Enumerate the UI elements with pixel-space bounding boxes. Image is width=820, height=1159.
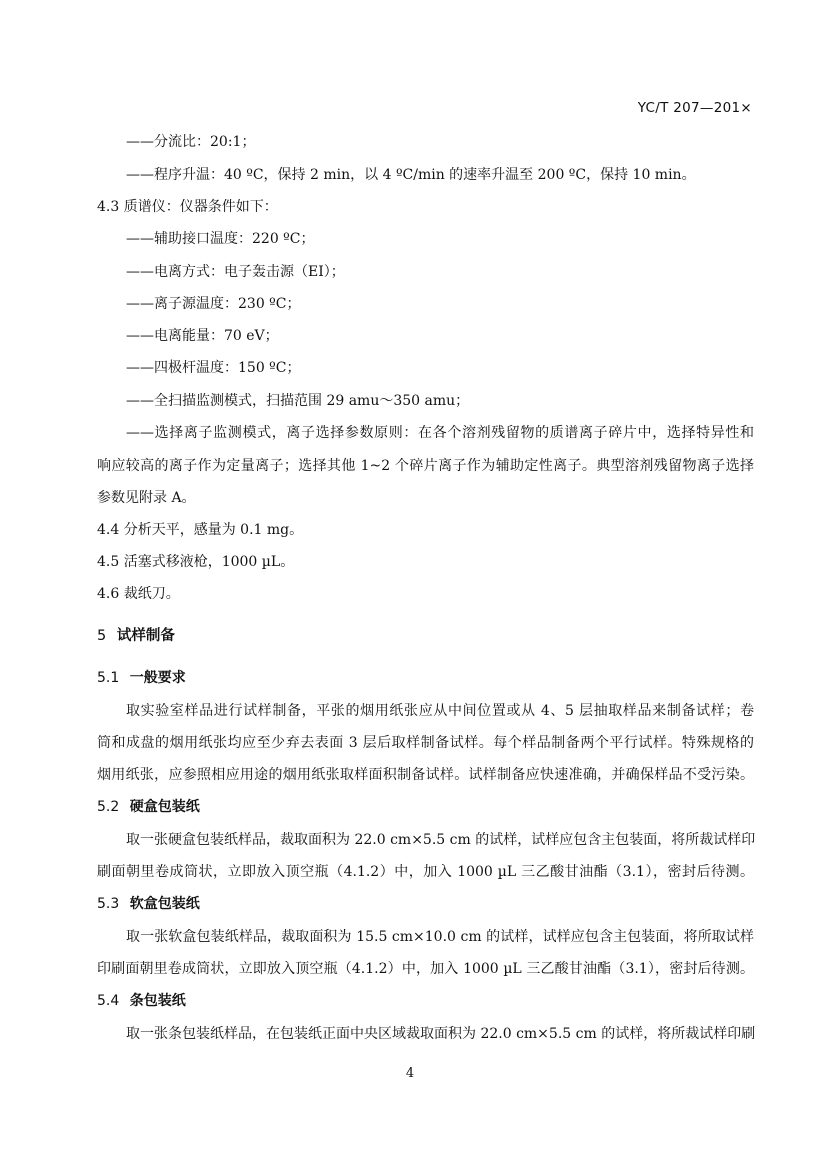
sim-mode-line-3: 参数见附录 A。 (97, 490, 196, 506)
standard-code: YC/T 207—201× (637, 100, 752, 116)
full-scan-line: ——全扫描监测模式，扫描范围 29 amu～350 amu； (126, 393, 470, 409)
clause-title: 条包装纸 (129, 993, 186, 1009)
paragraph-5-3-line-1: 取一张软盒包装纸样品，裁取面积为 15.5 cm×10.0 cm 的试样，试样应包含主包装面，将所取试样 (126, 929, 754, 945)
clause-5-4-heading (97, 991, 186, 1011)
clause-5-1-heading (97, 668, 186, 688)
sim-mode-line-1: ——选择离子监测模式，离子选择参数原则：在各个溶剂残留物的质谱离子碎片中，选择特异性和 (126, 425, 754, 441)
ionization-mode-line: ——电离方式：电子轰击源（EI）； (126, 264, 345, 280)
paragraph-5-1-line-3: 烟用纸张，应参照相应用途的烟用纸张取样面积制备试样。试样制备应快速准确，并确保样品不受污染。 (97, 767, 754, 783)
ionization-energy-line: ——电离能量：70 eV； (126, 328, 279, 344)
clause-5-3-heading (97, 894, 200, 914)
split-ratio-line: ——分流比：20:1； (126, 134, 256, 150)
clause-title: 一般要求 (129, 670, 186, 686)
clause-number: 5.2 (97, 799, 120, 815)
paragraph-5-3-line-2: 印刷面朝里卷成筒状，立即放入顶空瓶（4.1.2）中，加入 1000 µL 三乙酸甘油酯（3.1），密封后待测。 (97, 961, 754, 977)
sim-mode-line-2: 响应较高的离子作为定量离子；选择其他 1~2 个碎片离子作为辅助定性离子。典型溶剂残留物离子选择 (97, 458, 754, 474)
clause-4-6: 4.6 裁纸刀。 (97, 586, 180, 602)
clause-number: 5.4 (97, 993, 120, 1009)
clause-title: 软盒包装纸 (129, 896, 200, 912)
section-number: 5 (97, 628, 107, 644)
page-number: 4 (405, 1066, 415, 1081)
ion-source-temperature-line: ——离子源温度：230 ºC； (126, 296, 301, 312)
clause-4-4: 4.4 分析天平，感量为 0.1 mg。 (97, 522, 304, 538)
clause-number: 5.1 (97, 670, 120, 686)
clause-number: 5.3 (97, 896, 120, 912)
section-5-heading (97, 626, 175, 646)
quadrupole-temperature-line: ——四极杆温度：150 ºC； (126, 360, 301, 376)
paragraph-5-1-line-2: 筒和成盘的烟用纸张均应至少弃去表面 3 层后取样制备试样。每个样品制备两个平行试样。特殊规格的 (97, 735, 754, 751)
temperature-program-line: ——程序升温：40 ºC，保持 2 min，以 4 ºC/min 的速率升温至 200 ºC，保持 10 min。 (126, 167, 696, 183)
paragraph-5-2-line-1: 取一张硬盒包装纸样品，裁取面积为 22.0 cm×5.5 cm 的试样，试样应包含主包装面，将所裁试样印 (126, 832, 756, 848)
clause-4-3: 4.3 质谱仪：仪器条件如下： (97, 199, 278, 215)
paragraph-5-1-line-1: 取实验室样品进行试样制备，平张的烟用纸张应从中间位置或从 4、5 层抽取样品来制备试样；卷 (126, 703, 754, 719)
clause-title: 硬盒包装纸 (129, 799, 200, 815)
paragraph-5-4-line-1: 取一张条包装纸样品，在包装纸正面中央区域裁取面积为 22.0 cm×5.5 cm 的试样，将所裁试样印刷 (126, 1026, 756, 1042)
paragraph-5-2-line-2: 刷面朝里卷成筒状，立即放入顶空瓶（4.1.2）中，加入 1000 µL 三乙酸甘油酯（3.1），密封后待测。 (97, 864, 754, 880)
clause-5-2-heading (97, 797, 200, 817)
clause-4-5: 4.5 活塞式移液枪，1000 µL。 (97, 554, 295, 570)
section-title: 试样制备 (116, 628, 175, 644)
interface-temperature-line: ——辅助接口温度：220 ºC； (126, 231, 315, 247)
